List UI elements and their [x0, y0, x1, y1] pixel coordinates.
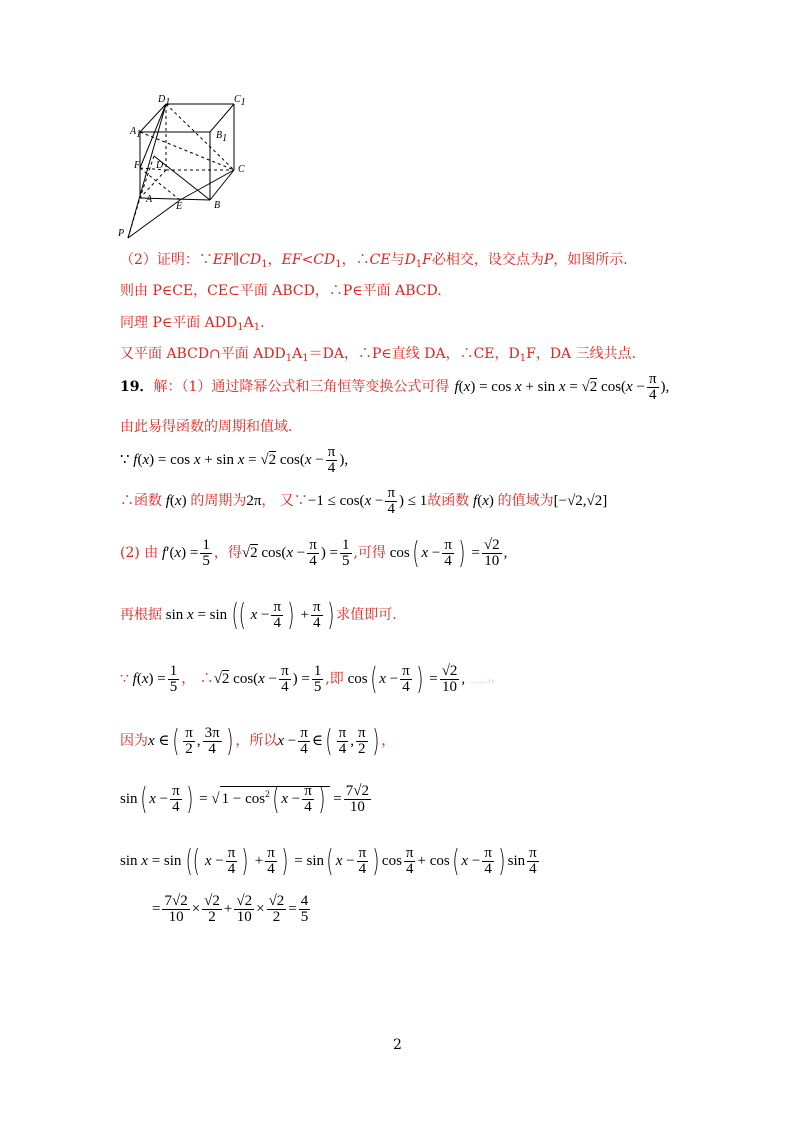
q19-line-6: 再根据 sin x = sin (( x − $\frac{\pi}{4}$ ) + $\frac{\pi}{4}$ ) 求值即可.	[120, 597, 397, 633]
q19-line-7: ∵ f(x) = $\frac{1}{5}$ ， ∴√2 cos(x − $\frac{\pi}{4}$ ) = $\frac{1}{5}$ ,即 cos( x − $\frac{\pi}{4}$ ) = $\frac{√2}{10}$ , …………（ ）	[120, 661, 496, 697]
label-c: C	[238, 164, 245, 175]
label-f: F	[134, 160, 141, 171]
label-a: A	[146, 194, 153, 205]
q19-line-10: sin x = sin (( x − $\frac{\pi}{4}$ ) + $\frac{\pi}{4}$ ) = sin( x − $\frac{\pi}{4}$ ) cos $\frac{\pi}{4}$ + cos( x − $\frac{\pi}{4}$ ) sin $\frac{\pi}{4}$	[120, 843, 537, 879]
proof-line-2: 则由 P∈CE，CE⊂平面 ABCD，∴P∈平面 ABCD.	[120, 283, 442, 299]
proof-line-1: （2）证明：$\because EF\parallel CD_1$，$EF<CD_1$，∴CE与$D_1F$必相交，设交点为P，如图所示.	[120, 252, 628, 270]
page-number: 2	[393, 1037, 402, 1053]
proof-line-4: 又平面 ABCD∩平面 $ADD_1A_1=DA$，∴P∈直线 DA，∴CE，$D_1F$，DA 三线共点.	[120, 346, 637, 364]
label-c1: $C_1$	[234, 94, 246, 108]
q19-line-4: ∴函数 f(x) 的周期为2π， 又∵−1 ≤ cos(x − $\frac{\pi}{4}$ ) ≤ 1故函数 f(x) 的值域为[−√2,√2]	[120, 485, 608, 517]
label-p: P	[118, 228, 125, 239]
q19-line-2: 由此易得函数的周期和值域.	[120, 419, 293, 435]
cube-figure	[110, 90, 260, 240]
proof-line-3: 同理 P∈平面 $ADD_1A_1$.	[120, 315, 265, 333]
q19-line-3: ∵ f(x) = cos x + sin x = √2 cos(x − $\frac{\pi}{4}$ ),	[120, 444, 349, 476]
label-e: E	[176, 201, 183, 212]
label-b1: $B_1$	[216, 130, 228, 144]
q19-line-8: 因为x ∈( $\frac{\pi}{2}$ , $\frac{3\pi}{4}$ ) ，所以x − $\frac{\pi}{4}$ ∈( $\frac{\pi}{4}$ , $\frac{\pi}{2}$ ) ，	[120, 723, 396, 759]
label-d: D	[156, 160, 164, 171]
q19-line-1: 19．解：（1）通过降幂公式和三角恒等变换公式可得 f(x) = cos x + sin x = √2 cos(x − $\frac{\pi}{4}$ ),	[120, 371, 670, 403]
label-b: B	[214, 200, 221, 211]
q19-line-11: = $\frac{7√2}{10}$ × $\frac{√2}{2}$ + $\frac{√2}{10}$ × $\frac{√2}{2}$ = $\frac{4}{5}$	[152, 893, 309, 925]
formula-1: f(x) = cos x + sin x = √2 cos(x − $\frac{\pi}{4}$ ),	[454, 371, 670, 403]
q19-line-9: sin( x − $\frac{\pi}{4}$ ) = √ $1 - \cos^2$( x − $\frac{\pi}{4}$ ) = $\frac{7√2}{10}$	[120, 781, 369, 817]
q19-line-5: (2) 由 f′(x) = $\frac{1}{5}$ ，得√2 cos(x − $\frac{\pi}{4}$ ) = $\frac{1}{5}$ ,可得 cos( x − $\frac{\pi}{4}$ ) = $\frac{√2}{10}$ ,	[120, 535, 508, 571]
label-a1: $A_1$	[130, 126, 142, 140]
label-d1: $D_1$	[158, 94, 171, 108]
